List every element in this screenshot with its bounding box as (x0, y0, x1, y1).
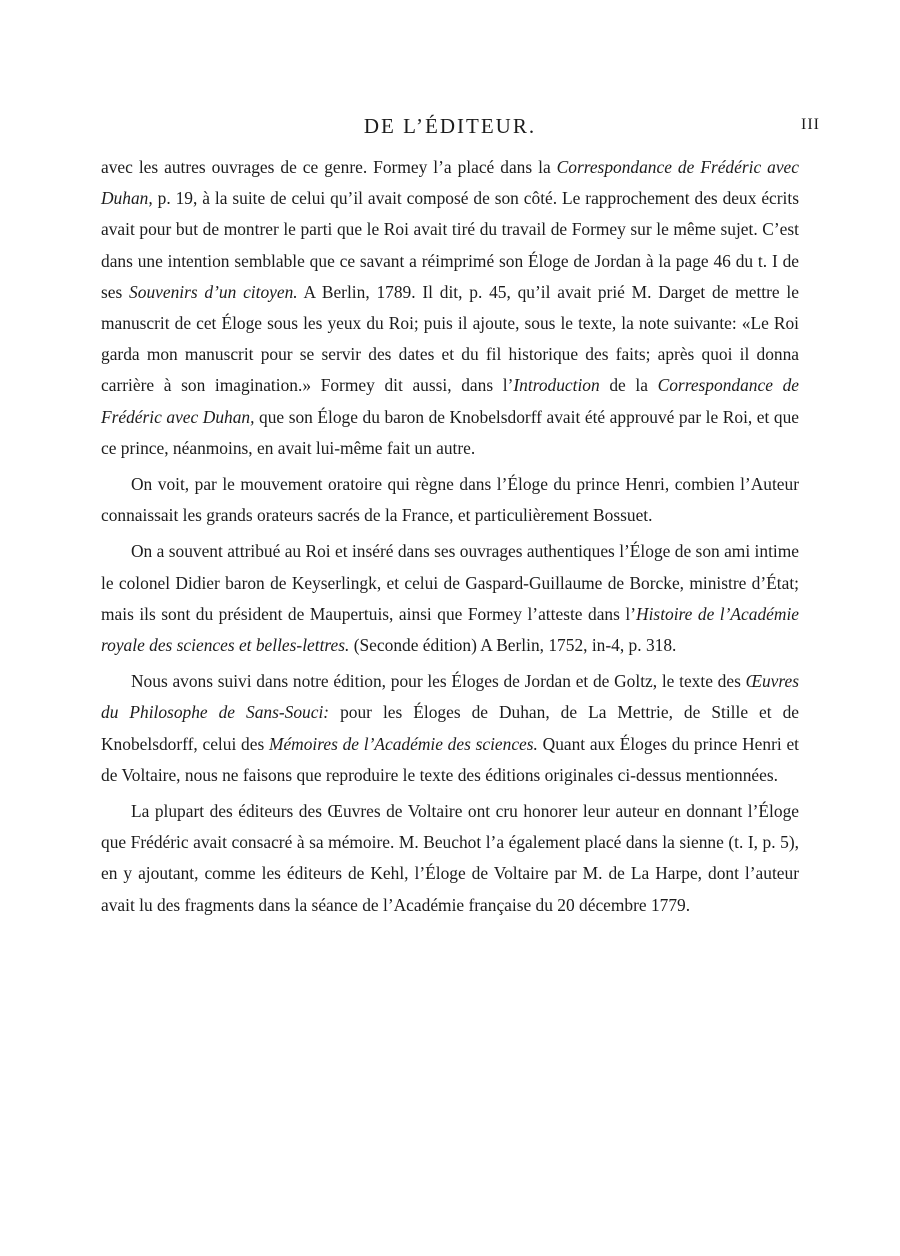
paragraph-4 (101, 666, 799, 791)
text-segment: On voit, par le mouvement oratoire qui règne dans l’Éloge du prince Henri, combien l’Auteur connaissait les grands orateurs sacrés de la France, et particulièrement Bossuet. (101, 474, 799, 526)
text-segment: Quant aux Éloges du prince Henri et de Voltaire, nous ne faisons que reproduire le texte des éditions originales ci-dessus mentionnées. (101, 733, 799, 785)
text-segment: La plupart des éditeurs des Œuvres de Voltaire ont cru honorer leur auteur en donnant l’Éloge que Frédéric avait consacré à sa mémoire. M. Beuchot l’a également placé dans la sienne (t. I, p. 5), en y ajoutant, comme les éditeurs de Kehl, l’Éloge de Voltaire par M. de La Harpe, dont l’auteur avait lu des fragments dans la séance de l’Académie française du 20 décembre 1779. (101, 801, 799, 915)
text-segment: avec les autres ouvrages de ce genre. Formey l’a placé dans la (101, 157, 557, 177)
italic-title: Introduction (513, 375, 600, 396)
italic-title: Correspondance de Frédéric avec Duhan, (101, 157, 799, 209)
text-segment: On a souvent attribué au Roi et inséré dans ses ouvrages authentiques l’Éloge de son ami intime le colonel Didier baron de Keyserlingk, et celui de Gaspard-Guillaume de Borcke, ministre d’État; mais ils sont du président de Maupertuis, ainsi que Formey l’atteste dans l’ (101, 541, 799, 624)
italic-title: Histoire de l’Académie royale des sciences et belles-lettres. (101, 603, 799, 656)
page-number: III (801, 116, 820, 133)
body-text (101, 152, 799, 926)
italic-title: Souvenirs d’un citoyen. (129, 281, 298, 302)
text-segment: (Seconde édition) A Berlin, 1752, in-4, p. 318. (349, 635, 677, 656)
text-segment: de la (599, 375, 658, 396)
text-segment: Nous avons suivi dans notre édition, pour les Éloges de Jordan et de Goltz, le texte des (131, 671, 746, 692)
text-segment: que son Éloge du baron de Knobelsdorff avait été approuvé par le Roi, et que ce prince, néanmoins, en avait lui-même fait un autre. (101, 406, 799, 458)
paragraph-1 (101, 152, 799, 464)
paragraph-2 (101, 469, 799, 531)
italic-title: Mémoires de l’Académie des sciences. (268, 733, 538, 754)
paragraph-3 (101, 536, 799, 661)
page-header (0, 112, 900, 142)
italic-title: Œuvres du Philosophe de Sans-Souci: (101, 671, 799, 723)
text-segment: p. 19, à la suite de celui qu’il avait composé de son côté. Le rapprochement des deux écrits avait pour but de montrer le parti que le Roi avait tiré du travail de Formey sur le même sujet. C’est dans une intention semblable que ce savant a réimprimé son Éloge de Jordan à la page 46 du t. I de ses (101, 188, 799, 302)
text-segment: A Berlin, 1789. Il dit, p. 45, qu’il avait prié M. Darget de mettre le manuscrit de cet Éloge sous les yeux du Roi; puis il ajoute, sous le texte, la note suivante: «Le Roi garda mon manuscrit pour se servir des dates et du fil historique des faits; après quoi il donna carrière à son imagination.» Formey dit aussi, dans l’ (101, 281, 799, 396)
running-title: DE L’ÉDITEUR. (363, 114, 537, 138)
italic-title: Correspondance de Frédéric avec Duhan, (101, 375, 799, 427)
paragraph-5 (101, 796, 799, 921)
text-segment: pour les Éloges de Duhan, de La Mettrie, de Stille et de Knobelsdorff, celui des (101, 702, 799, 754)
